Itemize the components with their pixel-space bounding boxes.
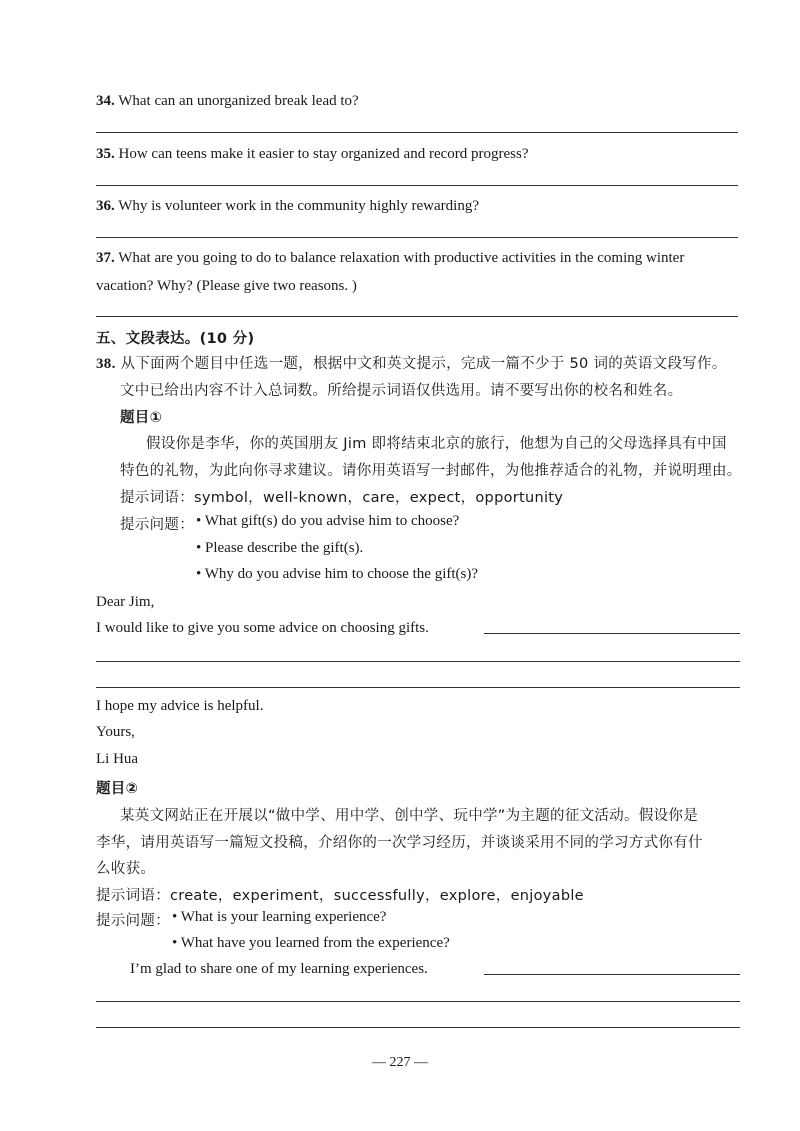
answer-line[interactable] — [96, 1001, 740, 1002]
letter-opening: I would like to give you some advice on choosing gifts. — [96, 620, 429, 636]
letter-name: Li Hua — [96, 751, 139, 767]
question-text: How can teens make it easier to stay organized and record progress? — [118, 146, 529, 162]
question-text: Why is volunteer work in the community highly rewarding? — [118, 198, 479, 214]
question-number: 34. — [96, 93, 115, 109]
question-number: 35. — [96, 146, 115, 162]
question-36 — [96, 198, 479, 215]
question-38 — [96, 352, 727, 373]
answer-line[interactable] — [96, 661, 740, 662]
answer-line[interactable] — [96, 1027, 740, 1028]
answer-line[interactable] — [484, 633, 740, 634]
topic-2-hint-q1: • What is your learning experience? — [172, 909, 387, 925]
page-number: — 227 — — [372, 1055, 428, 1070]
question-37 — [96, 250, 684, 267]
topic-1-hint-label: 提示问题： — [120, 517, 194, 533]
answer-line[interactable] — [96, 132, 738, 133]
question-text: What can an unorganized break lead to? — [118, 93, 359, 109]
letter-closing: I hope my advice is helpful. — [96, 698, 264, 714]
answer-line[interactable] — [96, 316, 738, 317]
answer-line[interactable] — [96, 687, 740, 688]
question-37-continued: vacation? Why? (Please give two reasons. ) — [96, 278, 357, 294]
question-34 — [96, 93, 359, 110]
topic-1-hint-q1: • What gift(s) do you advise him to choose? — [196, 513, 460, 529]
question-number: 36. — [96, 198, 115, 214]
question-instruction: 从下面两个题目中任选一题，根据中文和英文提示，完成一篇不少于 50 词的英语文段写作。 — [120, 356, 727, 372]
topic-1-hint-words: 提示词语：symbol，well-known，care，expect，opportunity — [120, 490, 564, 506]
question-instruction-2: 文中已给出内容不计入总词数。所给提示词语仅供选用。请不要写出你的校名和姓名。 — [120, 383, 683, 399]
topic-1-hint-q2: • Please describe the gift(s). — [196, 540, 364, 556]
topic-2-hint-q2: • What have you learned from the experience? — [172, 935, 450, 951]
letter-salutation: Dear Jim, — [96, 594, 155, 610]
topic-1-para-1: 假设你是李华，你的英国朋友 Jim 即将结束北京的旅行，他想为自己的父母选择具有中国 — [146, 436, 727, 452]
topic-1-hint-q3: • Why do you advise him to choose the gift(s)? — [196, 566, 479, 582]
topic-1-para-2: 特色的礼物，为此向你寻求建议。请你用英语写一封邮件，为他推荐适合的礼物，并说明理由。 — [120, 463, 742, 479]
question-number: 38. — [96, 356, 116, 372]
topic-2-label: 题目② — [96, 781, 139, 797]
question-35 — [96, 146, 528, 163]
question-text: What are you going to do to balance relaxation with productive activities in the coming winter — [118, 250, 685, 266]
topic-1-label: 题目① — [120, 410, 163, 426]
letter-signoff: Yours, — [96, 724, 135, 740]
answer-line[interactable] — [484, 974, 740, 975]
topic-2-para-3: 么收获。 — [96, 861, 156, 877]
topic-2-para-2: 李华，请用英语写一篇短文投稿，介绍你的一次学习经历，并谈谈采用不同的学习方式你有什 — [96, 835, 703, 851]
topic-2-opening: I’m glad to share one of my learning experiences. — [130, 961, 428, 977]
question-number: 37. — [96, 250, 115, 266]
section-title: 五、文段表达。(10 分) — [96, 331, 255, 347]
topic-2-hint-words: 提示词语：create，experiment，successfully，explore，enjoyable — [96, 888, 584, 904]
answer-line[interactable] — [96, 237, 738, 238]
answer-line[interactable] — [96, 185, 738, 186]
topic-2-hint-label: 提示问题： — [96, 913, 170, 929]
topic-2-para-1: 某英文网站正在开展以“做中学、用中学、创中学、玩中学”为主题的征文活动。假设你是 — [120, 808, 699, 824]
